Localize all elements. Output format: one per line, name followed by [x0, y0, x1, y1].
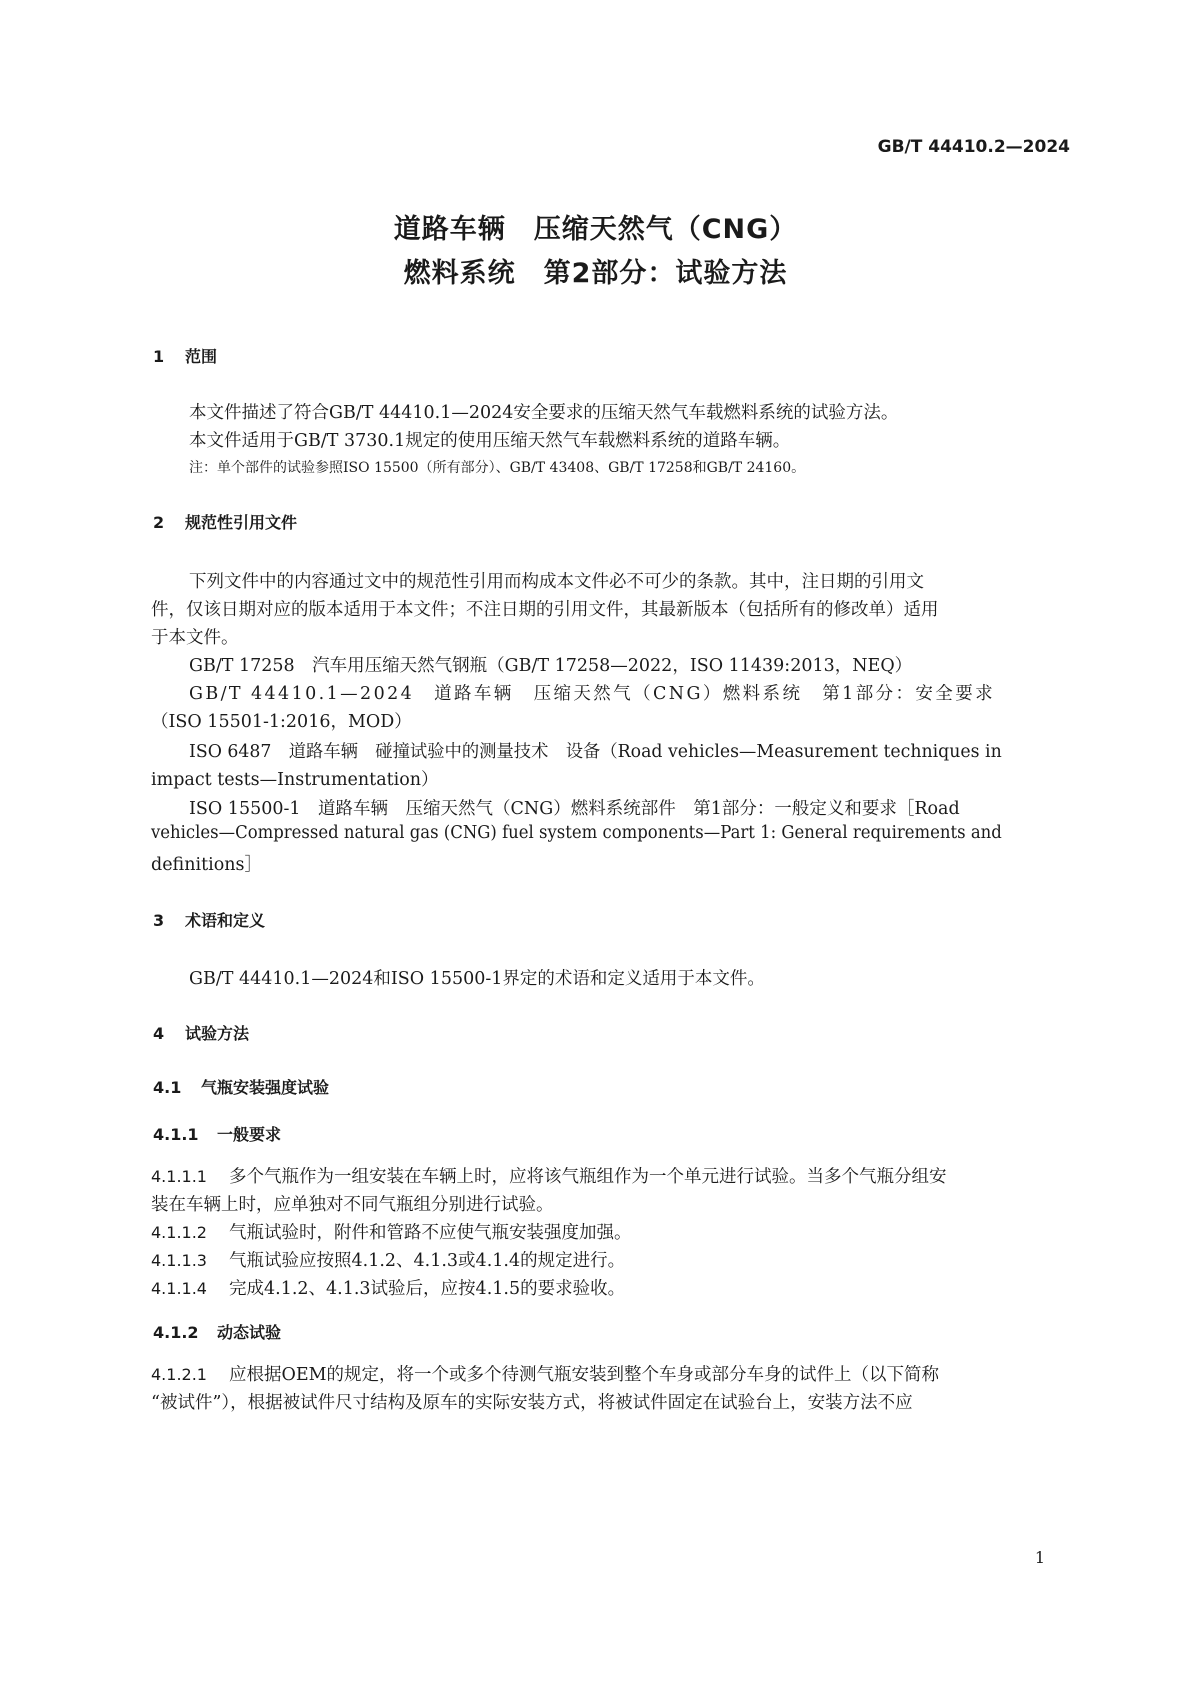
section-number: 2 — [153, 513, 165, 532]
section-4-1-1-heading — [153, 1122, 281, 1145]
normative-intro-line3: 于本文件。 — [151, 628, 239, 648]
section-title: 一般要求 — [217, 1125, 282, 1144]
clause-number: 4.1.1.1 — [151, 1167, 207, 1186]
reference-iso6487-line2: impact tests—Instrumentation） — [151, 770, 439, 790]
section-number: 4 — [153, 1024, 165, 1043]
section-number: 4.1.2 — [153, 1323, 199, 1342]
page-number: 1 — [1034, 1548, 1045, 1567]
section-title: 试验方法 — [185, 1024, 250, 1043]
section-title: 术语和定义 — [185, 911, 266, 930]
clause-4-1-1-1-line1 — [151, 1163, 947, 1188]
section-4-1-2-heading — [153, 1320, 281, 1343]
reference-iso15500-1-line3: definitions］ — [151, 855, 263, 875]
section-number: 4.1.1 — [153, 1125, 199, 1144]
section-title: 范围 — [185, 347, 218, 366]
clause-number: 4.1.2.1 — [151, 1365, 207, 1384]
clause-4-1-1-2 — [151, 1219, 632, 1244]
section-title: 动态试验 — [217, 1323, 282, 1342]
section-title: 气瓶安装强度试验 — [201, 1078, 330, 1097]
clause-text: 应根据OEM的规定，将一个或多个待测气瓶安装到整个车身或部分车身的试件上（以下简称 — [229, 1365, 940, 1385]
reference-iso15500-1-line2: vehicles—Compressed natural gas (CNG) fuel system components—Part 1: General requirements and — [151, 823, 1002, 843]
clause-text: 多个气瓶作为一组安装在车辆上时，应将该气瓶组作为一个单元进行试验。当多个气瓶分组安 — [229, 1167, 947, 1187]
normative-intro-line1: 下列文件中的内容通过文中的规范性引用而构成本文件必不可少的条款。其中，注日期的引用文 — [189, 572, 924, 592]
clause-text: 气瓶试验应按照4.1.2、4.1.3或4.1.4的规定进行。 — [229, 1251, 626, 1271]
reference-iso6487-line1: ISO 6487 道路车辆 碰撞试验中的测量技术 设备（Road vehicles—Measurement techniques in — [189, 742, 1002, 762]
document-title-line2: 燃料系统 第2部分：试验方法 — [403, 258, 788, 289]
reference-gbt17258: GB/T 17258 汽车用压缩天然气钢瓶（GB/T 17258—2022，ISO 11439:2013，NEQ） — [189, 656, 913, 676]
reference-gbt44410-1-line2: （ISO 15501-1:2016，MOD） — [151, 712, 412, 732]
standard-code: GB/T 44410.2—2024 — [877, 137, 1070, 157]
clause-4-1-2-1-line1 — [151, 1361, 939, 1386]
clause-number: 4.1.1.3 — [151, 1251, 207, 1270]
section-number: 4.1 — [153, 1078, 182, 1097]
clause-text: 完成4.1.2、4.1.3试验后，应按4.1.5的要求验收。 — [229, 1279, 626, 1299]
section-4-1-heading — [153, 1075, 329, 1098]
section-title: 规范性引用文件 — [185, 513, 298, 532]
section-number: 3 — [153, 911, 165, 930]
scope-note: 注：单个部件的试验参照ISO 15500（所有部分）、GB/T 43408、GB/T 17258和GB/T 24160。 — [189, 460, 806, 476]
scope-paragraph-2: 本文件适用于GB/T 3730.1规定的使用压缩天然气车载燃料系统的道路车辆。 — [189, 431, 791, 451]
scope-paragraph-1: 本文件描述了符合GB/T 44410.1—2024安全要求的压缩天然气车载燃料系统的试验方法。 — [189, 403, 899, 423]
section-number: 1 — [153, 347, 165, 366]
clause-number: 4.1.1.4 — [151, 1279, 207, 1298]
section-4-heading — [153, 1021, 249, 1044]
clause-4-1-1-3 — [151, 1247, 625, 1272]
normative-intro-line2: 件，仅该日期对应的版本适用于本文件；不注日期的引用文件，其最新版本（包括所有的修改单）适用 — [151, 600, 939, 620]
section-3-heading — [153, 908, 265, 931]
clause-text: 气瓶试验时，附件和管路不应使气瓶安装强度加强。 — [229, 1223, 632, 1243]
section-1-heading — [153, 344, 217, 367]
clause-4-1-1-4 — [151, 1275, 625, 1300]
clause-number: 4.1.1.2 — [151, 1223, 207, 1242]
clause-4-1-2-1-line2: “被试件”），根据被试件尺寸结构及原车的实际安装方式，将被试件固定在试验台上，安装方法不应 — [151, 1393, 913, 1413]
reference-iso15500-1-line1: ISO 15500-1 道路车辆 压缩天然气（CNG）燃料系统部件 第1部分：一般定义和要求［Road — [189, 799, 960, 819]
reference-gbt44410-1-line1: GB/T 44410.1—2024 道路车辆 压缩天然气（CNG）燃料系统 第1部分：安全要求 — [189, 684, 995, 704]
clause-4-1-1-1-line2: 装在车辆上时，应单独对不同气瓶组分别进行试验。 — [151, 1195, 554, 1215]
document-title-line1: 道路车辆 压缩天然气（CNG） — [393, 214, 798, 245]
section-2-heading — [153, 510, 297, 533]
terms-paragraph: GB/T 44410.1—2024和ISO 15500-1界定的术语和定义适用于本文件。 — [189, 969, 765, 989]
